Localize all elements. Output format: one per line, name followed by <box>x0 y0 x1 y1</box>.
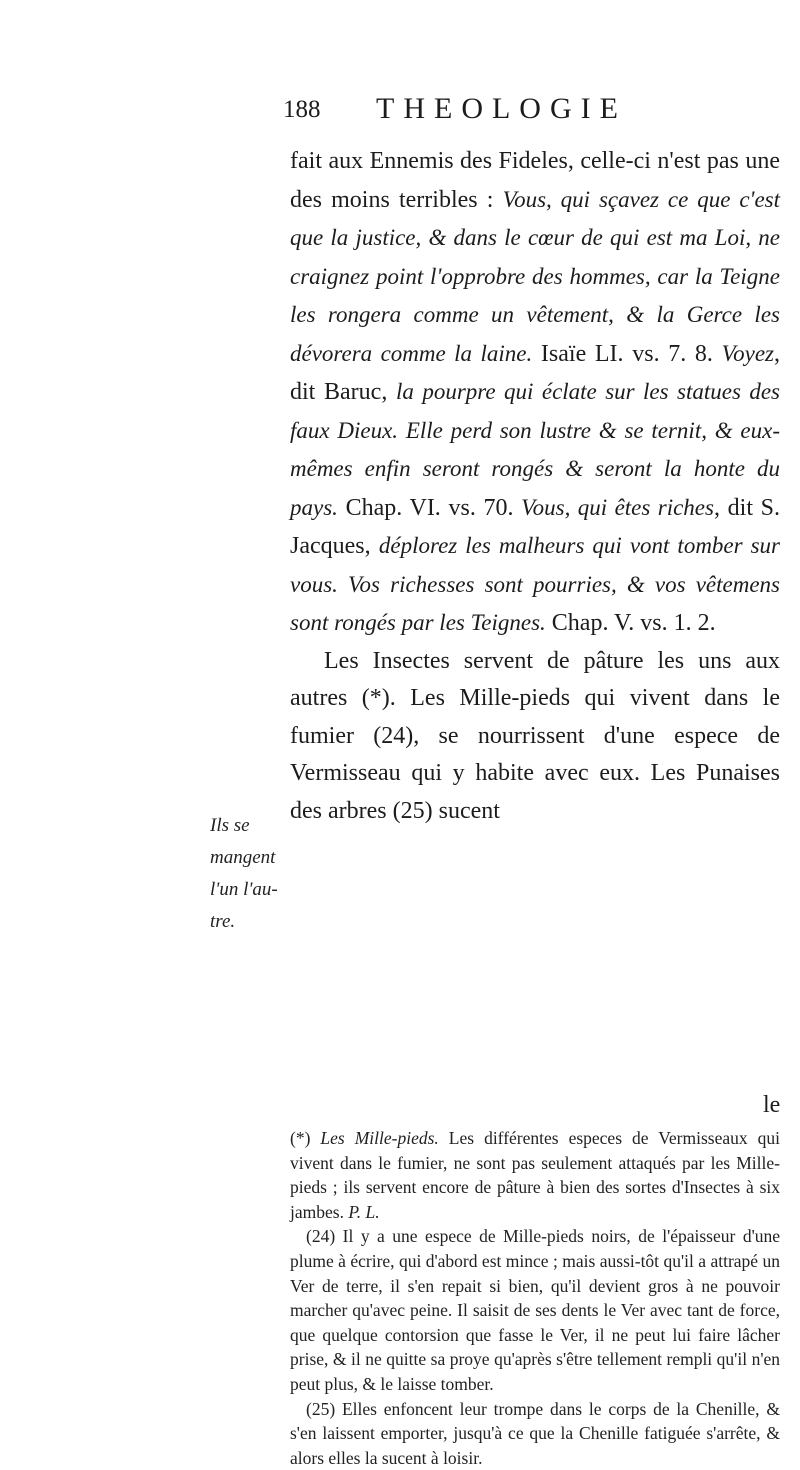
running-title: THEOLOGIE <box>376 92 627 125</box>
footnote-star: (*) Les Mille-pieds. Les différentes especes de Vermisseaux qui vivent dans le fumier, ne sont pas seulement attaqués par les Mille-pieds ; ils servent encore de pâture à bien des sortes d'Insectes à six jambes. P. L. <box>290 1128 780 1222</box>
footnote-25: (25) Elles enfoncent leur trompe dans le corps de la Chenille, & s'en laissent emporter, jusqu'à ce que la Chenille fatiguée s'arrête, & alors elles la sucent à loisir. <box>290 1398 780 1468</box>
margin-note-line: mangent <box>210 847 276 868</box>
footnotes <box>290 1126 780 1470</box>
margin-note-line: tre. <box>210 911 236 932</box>
footnote-24: (24) Il y a une espece de Mille-pieds noirs, de l'épaisseur d'une plume à écrire, qui d'abord est mince ; mais aussi-tôt qu'il a attrapé un Ver de terre, il s'en repait si bien, qu'il devient gros à ne pouvoir marcher qu'avec peine. Il saisit de ses dents le Ver avec tant de force, que quelque contorsion que fasse le Ver, il ne peut lui faire lâcher prise, & il ne quitte sa proye qu'après s'être tellement rempli qu'il n'en peut plus, & le laisse tomber. <box>290 1226 780 1394</box>
paragraph-insects: Les Insectes servent de pâture les uns aux autres (*). Les Mille-pieds qui vivent dans le fumier (24), se nourrissent d'une espece de Vermisseau qui y habite avec eux. Les Punaises des arbres (25) sucent <box>290 647 780 824</box>
margin-note <box>210 810 278 938</box>
margin-note-line: Ils se <box>210 815 250 836</box>
catchword: le <box>763 1092 781 1118</box>
page-number: 188 <box>283 96 321 123</box>
quote-isaiah: Vous, qui sçavez ce que c'est que la justice, & dans le cœur de qui est ma Loi, ne craignez point l'opprobre des hommes, car la Teigne les rongera comme un vêtement, & la Gerce les dévorera comme la laine. <box>290 186 781 366</box>
quote-baruch: la pourpre qui éclate sur les statues des faux Dieux. Elle perd son lustre & se ternit, & eux-mêmes enfin seront rongés & seront la honte du pays. <box>290 379 780 520</box>
main-text <box>290 143 780 830</box>
margin-note-line: l'un l'au- <box>210 879 278 900</box>
quote-james: déplorez les malheurs qui vont tomber sur vous. Vos richesses sont pourries, & vos vêtemens sont rongés par les Teignes. <box>290 533 780 635</box>
paragraph-scripture-quotes: fait aux Ennemis des Fideles, celle-ci n'est pas une des moins terribles : Vous, qui sçavez ce que c'est que la justice, & dans le cœur de qui est ma Loi, ne craignez point l'opprobre des hommes, car la Teigne les rongera comme un vêtement, & la Gerce les dévorera comme la laine. Isaïe LI. vs. 7. 8. Voyez, dit Baruc, la pourpre qui éclate sur les statues des faux Dieux. Elle perd son lustre & se ternit, & eux-mêmes enfin seront rongés & seront la honte du pays. Chap. VI. vs. 70. Vous, qui êtes riches, dit S. Jacques, déplorez les malheurs qui vont tomber sur vous. Vos richesses sont pourries, & vos vêtemens sont rongés par les Teignes. Chap. V. vs. 1. 2. <box>290 148 781 636</box>
